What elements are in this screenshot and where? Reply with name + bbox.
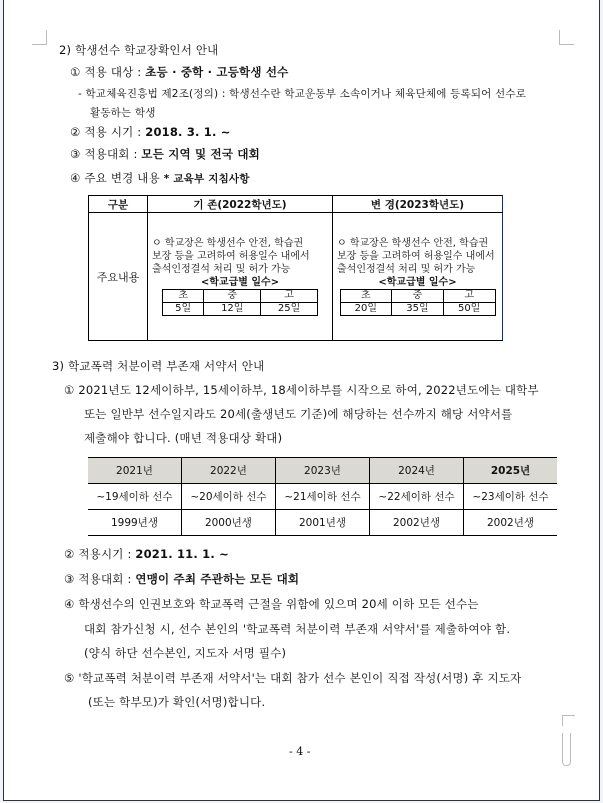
section2-item3: ③ 적용대회 : 모든 지역 및 전국 대회 bbox=[70, 147, 260, 161]
section3-item2: ② 적용시기 : 2021. 11. 1. ~ bbox=[64, 547, 229, 561]
margin-corner-mark bbox=[32, 30, 47, 45]
old-content: ㅇ 학교장은 학생선수 안전, 학습권 보장 등을 고려하여 허용일수 내에서 출석인정결석 처리 및 허가 가능 <학교급별 일수> 초 중 고 5일 12일 25일 bbox=[148, 213, 333, 341]
section3-item4-cont: (양식 하단 선수본인, 지도자 서명 필수) bbox=[84, 646, 287, 660]
section3-item1-cont: 제출해야 합니다. (매년 적용대상 확대) bbox=[84, 431, 283, 445]
section3-item1-cont: 또는 일반부 선수일지라도 20세(출생년도 기준)에 해당하는 선수까지 해당 서약서를 bbox=[84, 407, 513, 421]
section3-item5-cont: (또는 학부모)가 확인(서명)합니다. bbox=[88, 695, 266, 709]
row-label: 주요내용 bbox=[89, 213, 148, 341]
document-page bbox=[3, 0, 600, 801]
header-old: 기 존(2022학년도) bbox=[148, 196, 333, 213]
section3-item4-cont: 대회 참가신청 시, 선수 본인의 '학교폭력 처분이력 부존재 서약서'를 제출하여야 함. bbox=[84, 622, 511, 636]
new-days-table: 초 중 고 20일 35일 50일 bbox=[340, 289, 496, 316]
section2-note-cont: 활동하는 학생 bbox=[90, 107, 156, 119]
header-new: 변 경(2023학년도) bbox=[333, 196, 503, 213]
section2-note: - 학교체육진흥법 제2조(정의) : 학생선수란 학교운동부 소속이거나 체육단체에 등록되어 선수로 bbox=[78, 88, 527, 100]
section3-item1: ① 2021년도 12세이하부, 15세이하부, 18세이하부를 시작으로 하여, 2022년도에는 대학부 bbox=[64, 383, 539, 397]
age-table: 2021년 2022년 2023년 2024년 2025년 ~19세이하 선수 ~20세이하 선수 ~21세이하 선수 ~22세이하 선수 ~23세이하 선수 1999년생 2000년생 2001년생 2002년생 2002년생 bbox=[88, 457, 557, 536]
section2-item1: ① 적용 대상 : 초등 · 중학 · 고등학생 선수 bbox=[70, 65, 289, 79]
section2-item2: ② 적용 시기 : 2018. 3. 1. ~ bbox=[70, 125, 231, 139]
margin-corner-mark bbox=[562, 715, 575, 726]
margin-corner-mark bbox=[559, 30, 574, 45]
page-number: - 4 - bbox=[289, 745, 311, 758]
changes-table bbox=[88, 195, 503, 341]
old-days-table: 초 중 고 5일 12일 25일 bbox=[162, 289, 318, 316]
bookmark-icon bbox=[562, 733, 571, 766]
section3-item4: ④ 학생선수의 인권보호와 학교폭력 근절을 위함에 있으며 20세 이하 모든 선수는 bbox=[64, 597, 479, 611]
section3-item5: ⑤ '학교폭력 처분이력 부존재 서약서'는 대회 참가 선수 본인이 직접 작성(서명) 후 지도자 bbox=[64, 671, 522, 685]
section3-heading: 3) 학교폭력 처분이력 부존재 서약서 안내 bbox=[52, 359, 265, 373]
section2-heading: 2) 학생선수 학교장확인서 안내 bbox=[59, 43, 219, 57]
header-category: 구분 bbox=[89, 196, 148, 213]
section3-item3: ③ 적용대회 : 연맹이 주최 주관하는 모든 대회 bbox=[64, 572, 300, 586]
new-content: ㅇ 학교장은 학생선수 안전, 학습권 보장 등을 고려하여 허용일수 내에서 출석인정결석 처리 및 허가 가능 <학교급별 일수> 초 중 고 20일 35일 50일 bbox=[333, 213, 503, 341]
section2-item4: ④ 주요 변경 내용 * 교육부 지침사항 bbox=[70, 171, 250, 185]
